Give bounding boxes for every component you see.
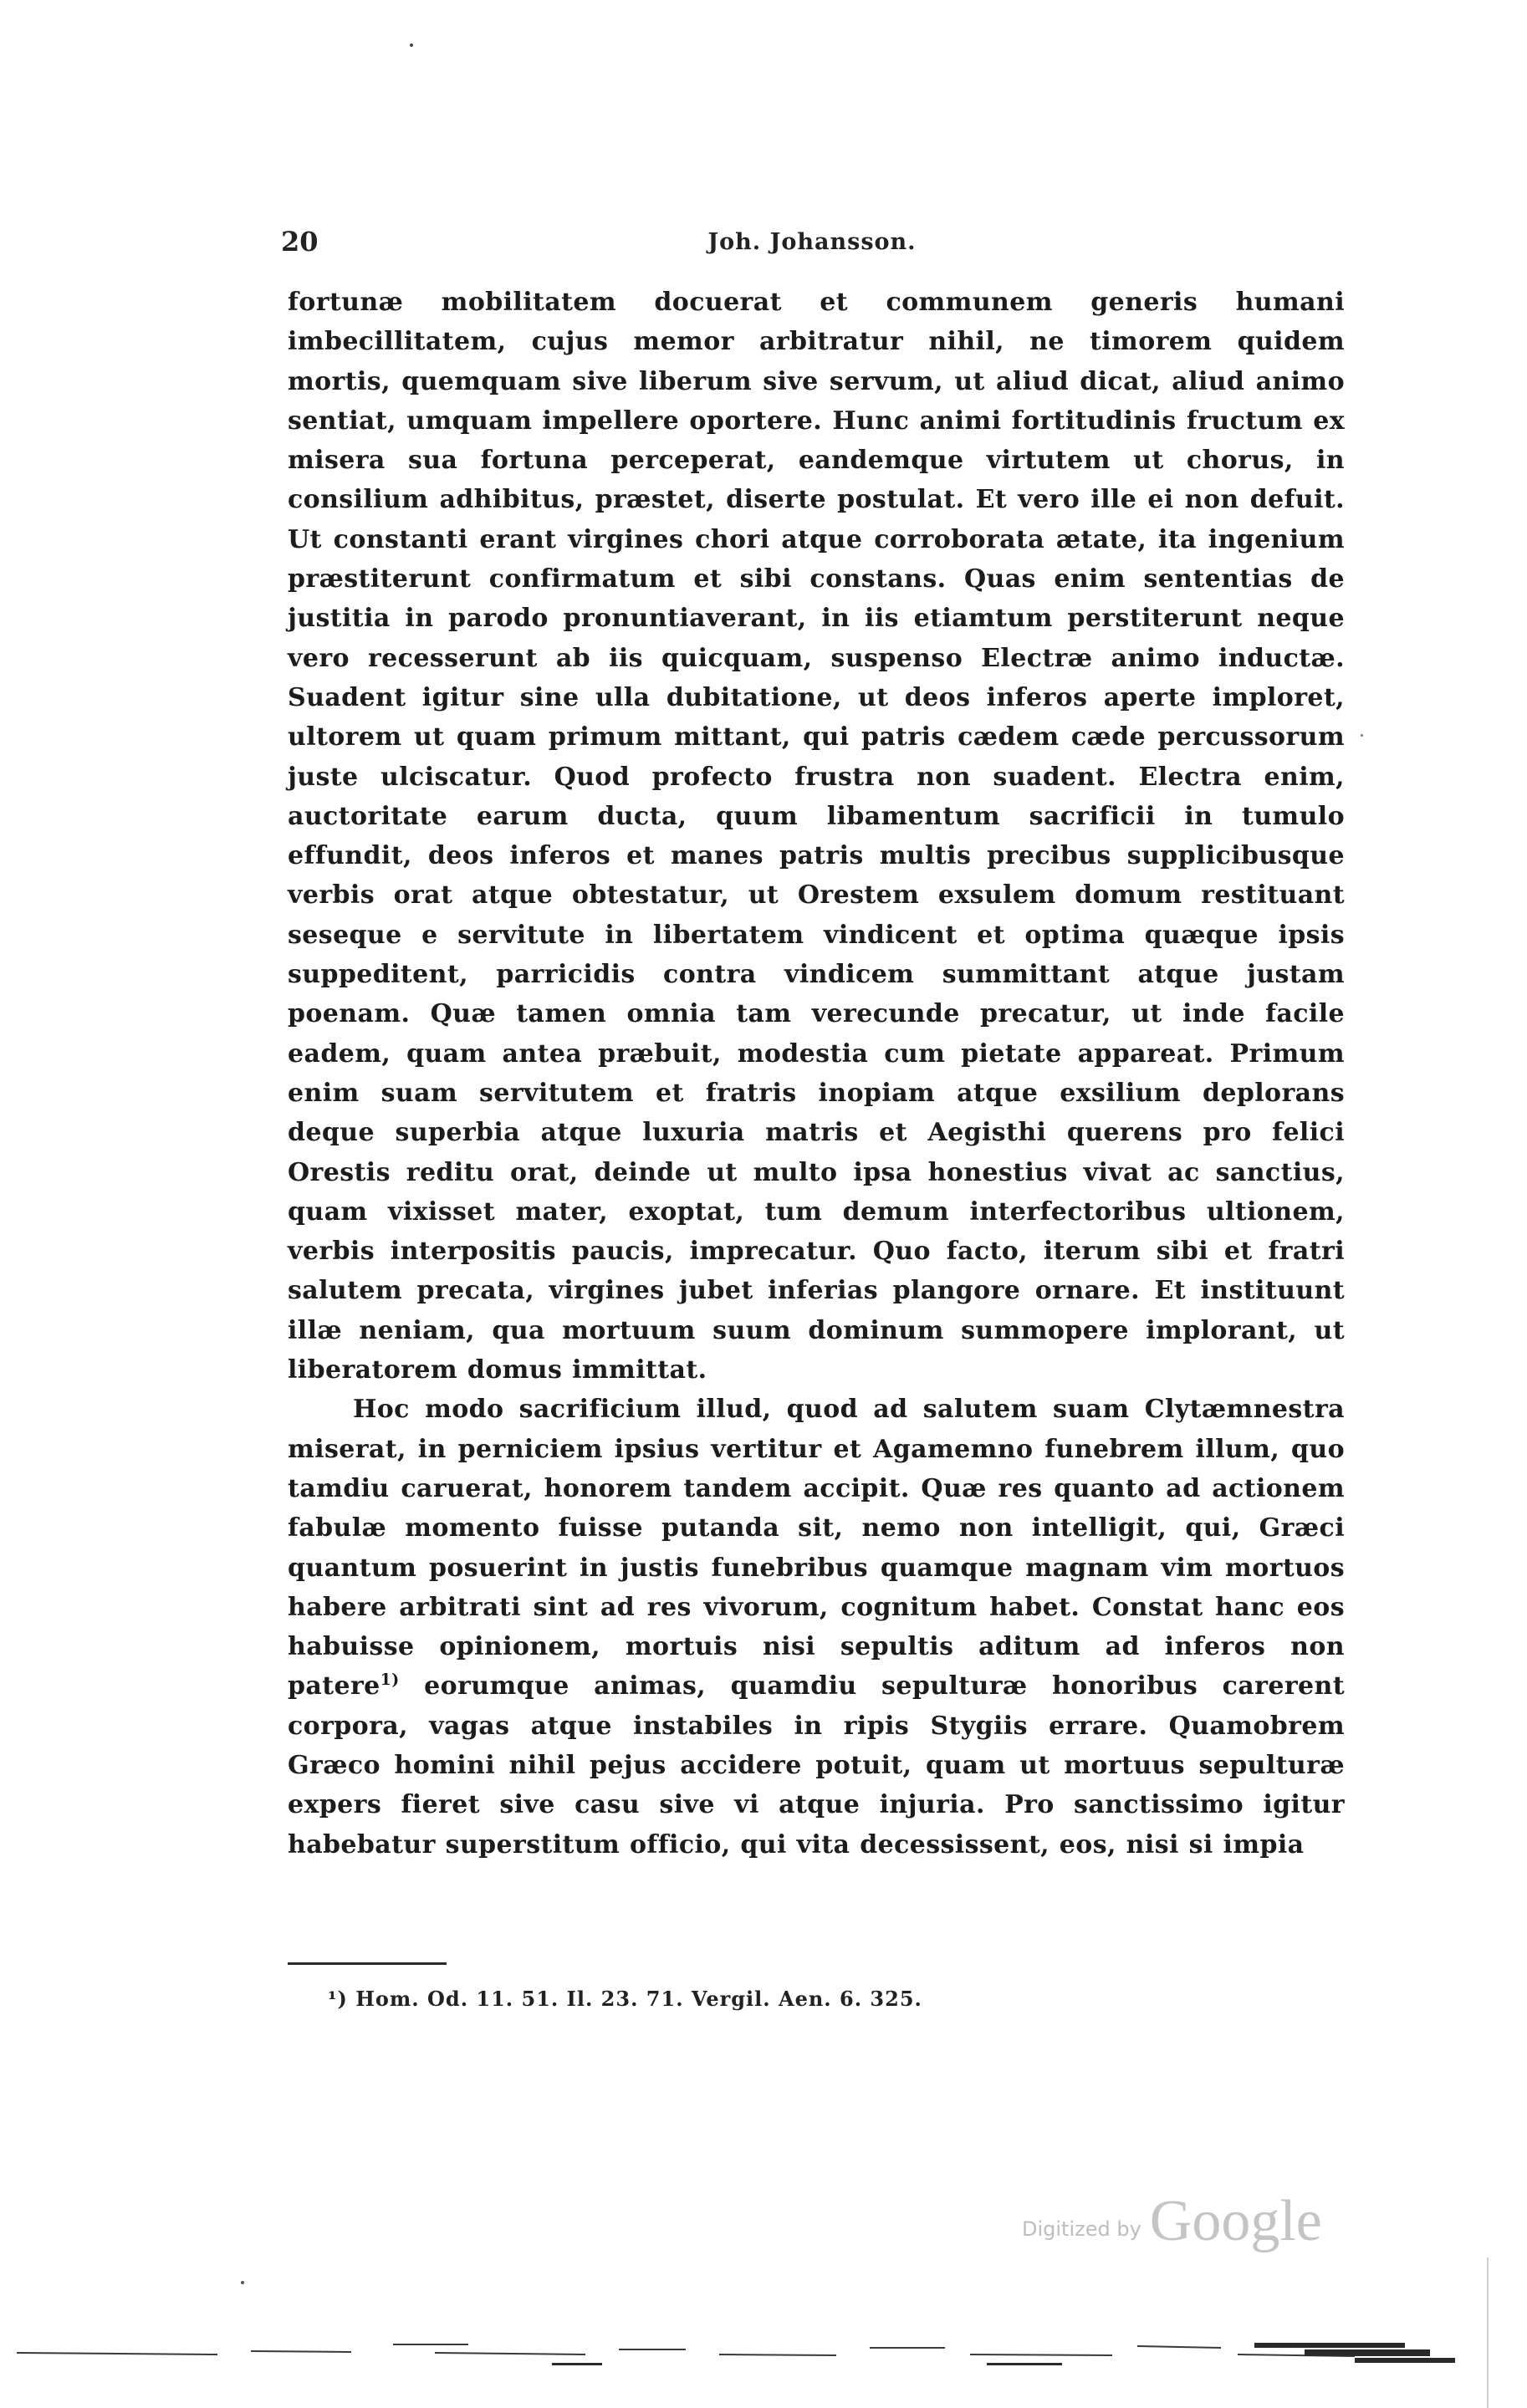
margin-mark xyxy=(1361,734,1363,737)
footnote-reference: 1) xyxy=(380,1671,400,1690)
footnote-rule xyxy=(288,1962,447,1965)
running-head: Joh. Johansson. xyxy=(707,229,917,255)
google-logo: Google xyxy=(1149,2189,1322,2253)
paragraph-2-text-start: Hoc modo sacrificium illud, quod ad salutem suam Clytæmnestra miserat, in perniciem ipsius vertitur et Agamemno funebrem illum, quo tamdiu caruerat, honorem tandem accipit. Quæ res quanto ad actionem fabulæ momento fuisse putanda sit, nemo non intelligit, qui, Græci quantum posuerint in justis funebribus quamque magnam vim mortuos habere arbitrati sint ad res vivorum, cognitum habet. Constat hanc eos habuisse opinionem, mortuis nisi sepultis aditum ad inferos non patere xyxy=(288,1395,1345,1701)
paragraph-1-text: fortunæ mobilitatem docuerat et communem generis humani imbecillitatem, cujus memor arbitratur nihil, ne timorem quidem mortis, quemquam sive liberum sive servum, ut aliud dicat, aliud animo sentiat, umquam impellere oportere. Hunc animi fortitudinis fructum ex misera sua fortuna perceperat, eandemque virtutem ut chorus, in consilium adhibitus, præstet, diserte postulat. Et vero ille ei non defuit. Ut constanti erant virgines chori atque corroborata ætate, ita ingenium præstiterunt confirmatum et sibi constans. Quas enim sententias de justitia in parodo pronuntiaverant, in iis etiamtum perstiterunt neque vero recesserunt ab iis quicquam, suspenso Electræ animo inductæ. Suadent igitur sine ulla dubitatione, ut deos inferos aperte imploret, ultorem ut quam primum mittant, qui patris cædem cæde percussorum juste ulciscatur. Quod profecto frustra non suadent. Electra enim, auctoritate earum ducta, quum libamentum sacrificii in tumulo effundit, deos inferos et manes patris multis precibus supplicibusque verbis orat atque obtestatur, ut Orestem exsulem domum restituant seseque e servitute in libertatem vindicent et optima quæque ipsis suppeditent, parricidis contra vindicem summittant atque justam poenam. Quæ tamen omnia tam verecunde precatur, ut inde facile eadem, quam antea præbuit, modestia cum pietate appareat. Primum enim suam servitutem et fratris inopiam atque exsilium deplorans deque superbia atque luxuria matris et Aegisthi querens pro felici Orestis reditu orat, deinde ut multo ipsa honestius vivat ac sanctius, quam vixisset mater, exoptat, tum demum interfectoribus ultionem, verbis interpositis paucis, imprecatur. Quo facto, iterum sibi et fratri salutem precata, virgines jubet inferias plangore ornare. Et instituunt illæ neniam, qua mortuum suum dominum summopere implorant, ut liberatorem domus immittat. xyxy=(288,288,1345,1385)
scan-speck-lower xyxy=(241,2281,244,2284)
digitized-watermark xyxy=(1022,2189,1322,2253)
scan-edge-noise xyxy=(0,2329,1527,2408)
watermark-prefix: Digitized by xyxy=(1022,2217,1141,2241)
body-text xyxy=(288,283,1345,1865)
footnote: ¹) Hom. Od. 11. 51. Il. 23. 71. Vergil. Aen. 6. 325. xyxy=(328,1987,922,2011)
page-number: 20 xyxy=(281,226,319,258)
paragraph-1 xyxy=(288,283,1345,1390)
page-header xyxy=(281,226,1343,263)
scan-speck xyxy=(410,43,413,47)
paragraph-2 xyxy=(288,1390,1345,1865)
paragraph-2-text-end: eorumque animas, quamdiu sepulturæ honoribus carerent corpora, vagas atque instabiles in ripis Stygiis errare. Quamobrem Græco homini nihil pejus accidere potuit, quam ut mortuus sepulturæ expers fieret sive casu sive vi atque injuria. Pro sanctissimo igitur habebatur superstitum officio, qui vita decessissent, eos, nisi si impia xyxy=(288,1671,1345,1860)
